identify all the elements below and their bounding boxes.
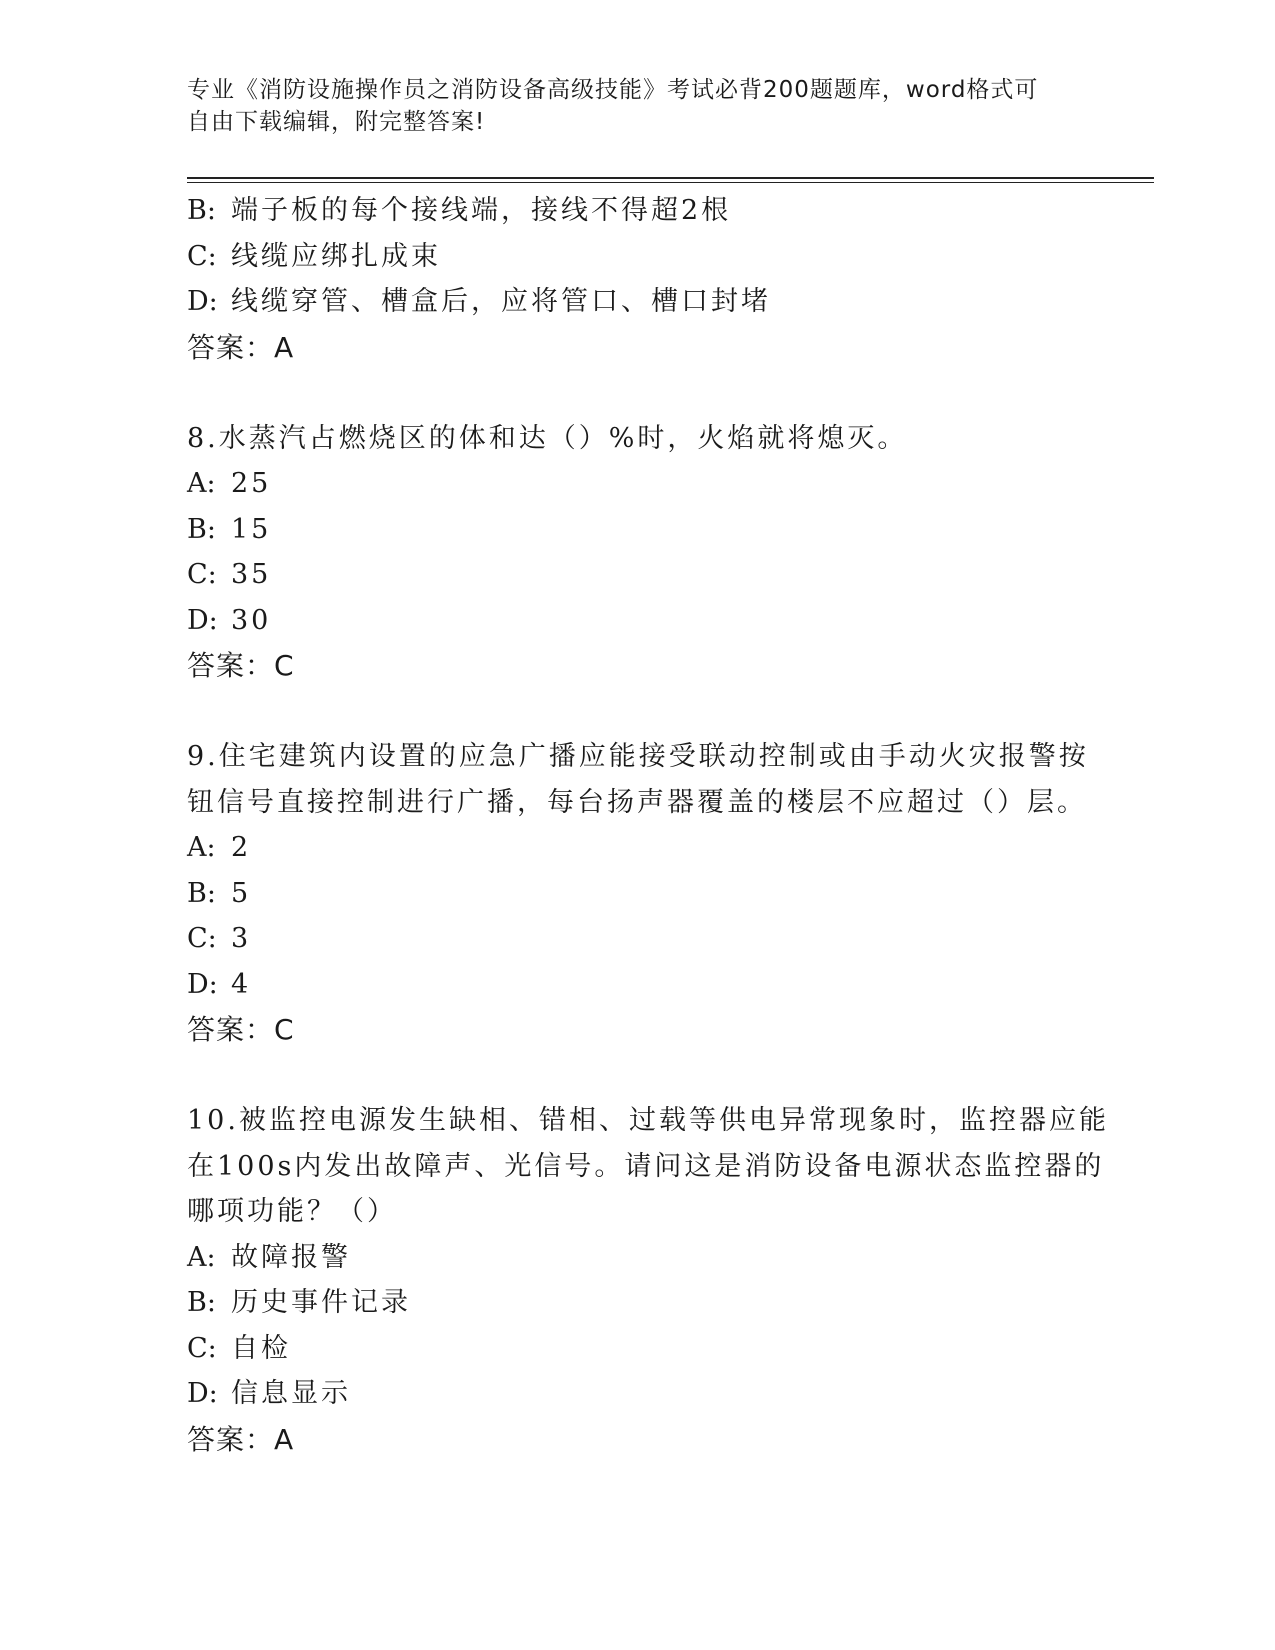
- option-text: 4: [231, 968, 252, 1000]
- option-label: C:: [187, 923, 217, 954]
- answer: 答案：C: [187, 649, 295, 682]
- option-d: [187, 1371, 1087, 1417]
- answer: 答案：A: [187, 330, 295, 364]
- answer: 答案：A: [187, 1422, 295, 1456]
- option-d: [187, 962, 1087, 1008]
- option-label: D:: [187, 968, 218, 1000]
- question-10: [187, 1098, 1109, 1462]
- option-label: A:: [187, 832, 216, 863]
- option-label: D:: [187, 286, 218, 317]
- option-label: D:: [187, 604, 218, 636]
- question-stem-line-2: 在100s内发出故障声、光信号。请问这是消防设备电源状态监控器的: [187, 1150, 1105, 1182]
- question-7: [187, 188, 1087, 370]
- question-9: [187, 734, 1087, 1053]
- option-label: A:: [187, 1241, 216, 1273]
- option-d: [187, 279, 1087, 325]
- option-c: [187, 552, 1087, 598]
- question-list: [187, 188, 1109, 1462]
- header-divider-thick: [187, 177, 1154, 179]
- option-b: [187, 1280, 1087, 1326]
- option-c: [187, 1326, 1087, 1372]
- option-c: [187, 234, 1087, 280]
- option-text: 信息显示: [231, 1378, 351, 1409]
- option-label: B:: [187, 513, 216, 545]
- option-b: [187, 507, 1087, 553]
- option-d: [187, 598, 1087, 644]
- option-text: 历史事件记录: [231, 1287, 411, 1318]
- option-a: [187, 1235, 1087, 1281]
- option-label: C:: [187, 559, 217, 590]
- option-label: B:: [187, 1287, 216, 1318]
- option-label: B:: [187, 195, 216, 226]
- question-stem-line-3: 哪项功能？（）: [187, 1196, 397, 1227]
- option-b: [187, 871, 1087, 917]
- question-8: [187, 416, 1087, 689]
- option-text: 端子板的每个接线端，接线不得超2根: [231, 195, 732, 226]
- option-text: 15: [231, 513, 272, 545]
- option-text: 35: [231, 559, 272, 590]
- question-stem-line-1: 9.住宅建筑内设置的应急广播应能接受联动控制或由手动火灾报警按: [187, 741, 1089, 772]
- option-a: [187, 825, 1087, 871]
- document-header: [187, 74, 1087, 138]
- option-label: A:: [187, 468, 216, 499]
- question-stem-line-1: 10.被监控电源发生缺相、错相、过载等供电异常现象时，监控器应能: [187, 1105, 1109, 1136]
- header-line-1: 专业《消防设施操作员之消防设备高级技能》考试必背200题题库，word格式可: [187, 77, 1039, 103]
- option-a: [187, 461, 1087, 507]
- question-stem: 8.水蒸汽占燃烧区的体和达（）%时，火焰就将熄灭。: [187, 422, 908, 454]
- option-text: 线缆应绑扎成束: [231, 240, 441, 272]
- option-label: B:: [187, 877, 216, 909]
- option-c: [187, 916, 1087, 962]
- option-text: 2: [231, 832, 252, 863]
- question-stem-line-2: 钮信号直接控制进行广播，每台扬声器覆盖的楼层不应超过（）层。: [187, 786, 1087, 818]
- header-line-2: 自由下载编辑，附完整答案!: [187, 109, 486, 135]
- option-label: C:: [187, 240, 217, 272]
- header-divider-thin: [187, 182, 1154, 183]
- option-text: 自检: [231, 1332, 291, 1364]
- answer: 答案：C: [187, 1013, 295, 1046]
- option-label: D:: [187, 1378, 218, 1409]
- option-text: 线缆穿管、槽盒后，应将管口、槽口封堵: [231, 286, 771, 317]
- option-text: 故障报警: [231, 1241, 351, 1273]
- option-text: 3: [231, 923, 252, 954]
- option-text: 5: [231, 877, 252, 909]
- option-text: 25: [231, 468, 272, 499]
- option-text: 30: [231, 604, 272, 636]
- option-b: [187, 188, 1087, 234]
- option-label: C:: [187, 1332, 217, 1364]
